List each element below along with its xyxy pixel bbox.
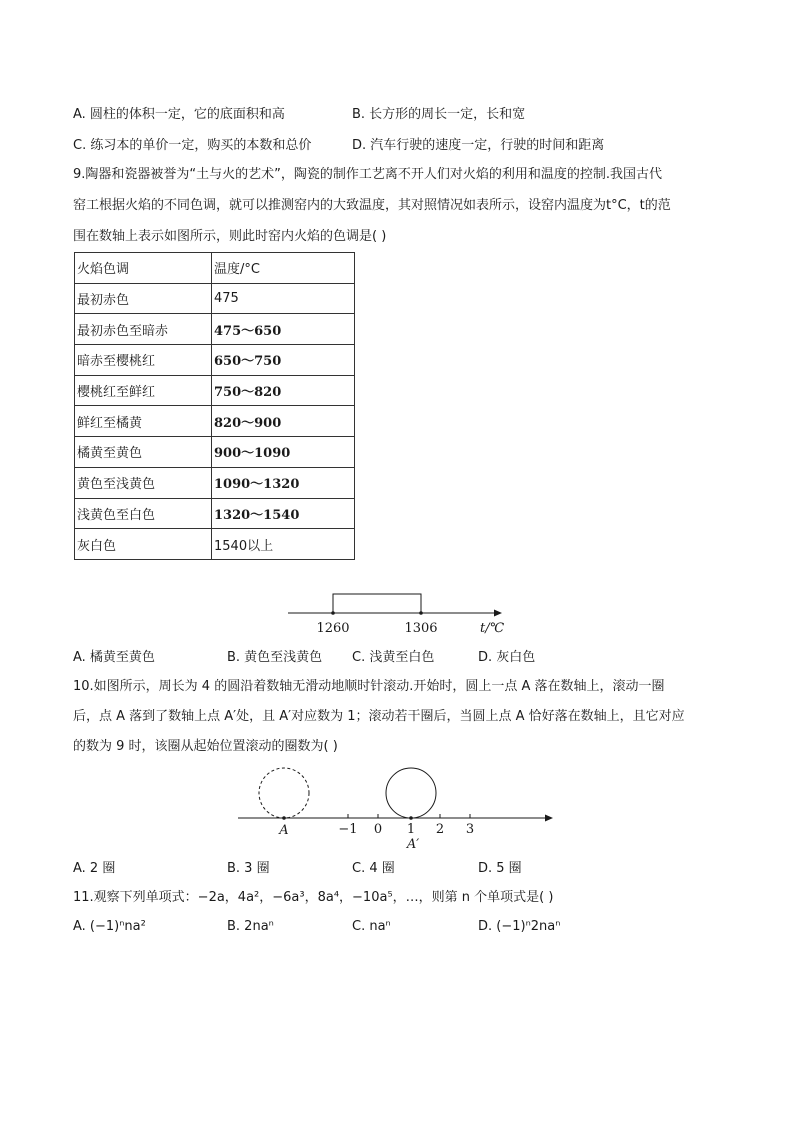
- table-row: [75, 314, 355, 345]
- q9-label-1260: 1260: [316, 621, 350, 636]
- table-cell: 900～1090: [212, 437, 355, 468]
- table-cell: 灰白色: [75, 529, 212, 560]
- q10-option-a: A. 2 圈: [73, 861, 116, 876]
- q9-label-1306: 1306: [404, 621, 438, 636]
- q11-option-b: B. 2naⁿ: [227, 919, 274, 934]
- q10-stem-line-2: 后，点 A 落到了数轴上点 A′处，且 A′对应数为 1；滚动若干圈后，当圆上点 A 恰好落在数轴上，且它对应: [73, 709, 685, 724]
- table-row: [75, 283, 355, 314]
- q9-stem-line-1: 9.陶器和瓷器被誉为“土与火的艺术”，陶瓷的制作工艺离不开人们对火焰的利用和温度的控制.我国古代: [73, 167, 663, 182]
- q9-stem-line-3: 围在数轴上表示如图所示，则此时窑内火焰的色调是( ): [73, 229, 387, 244]
- q8-option-a: A. 圆柱的体积一定，它的底面积和高: [73, 107, 285, 122]
- q8-option-d: D. 汽车行驶的速度一定，行驶的时间和距离: [352, 138, 605, 153]
- q10-stem-line-1: 10.如图所示，周长为 4 的圆沿着数轴无滑动地顺时针滚动.开始时，圆上一点 A 落在数轴上，滚动一圈: [73, 679, 665, 694]
- q10-label-1: 1: [406, 822, 416, 837]
- table-row: [75, 467, 355, 498]
- q10-axis-arrow: [545, 815, 553, 822]
- q10-label-m1: −1: [338, 822, 358, 837]
- q11-option-c: C. naⁿ: [352, 919, 391, 934]
- table-cell: 1320～1540: [212, 498, 355, 529]
- q9-axis-unit: t/℃: [480, 621, 505, 636]
- flame-temperature-table: [74, 252, 355, 560]
- table-cell: 1090～1320: [212, 467, 355, 498]
- table-cell: 橘黄至黄色: [75, 437, 212, 468]
- table-cell: 最初赤色: [75, 283, 212, 314]
- table-cell: 475: [212, 283, 355, 314]
- q9-option-b: B. 黄色至浅黄色: [227, 650, 323, 665]
- q11-option-d: D. (−1)ⁿ2naⁿ: [478, 919, 561, 934]
- table-row: [75, 406, 355, 437]
- q10-option-b: B. 3 圈: [227, 861, 270, 876]
- q10-start-circle: [259, 768, 309, 818]
- table-header-row: [75, 253, 355, 284]
- q9-option-c: C. 浅黄至白色: [352, 650, 435, 665]
- table-cell: 650～750: [212, 345, 355, 376]
- q8-option-c: C. 练习本的单价一定，购买的本数和总价: [73, 138, 312, 153]
- q10-option-c: C. 4 圈: [352, 861, 395, 876]
- table-cell: 750～820: [212, 375, 355, 406]
- q10-label-0: 0: [373, 822, 383, 837]
- table-header-cell: 火焰色调: [75, 253, 212, 284]
- q9-point-1306: [419, 611, 423, 615]
- table-cell: 樱桃红至鲜红: [75, 375, 212, 406]
- q10-label-2: 2: [435, 822, 445, 837]
- table-cell: 鲜红至橘黄: [75, 406, 212, 437]
- q9-point-1260: [331, 611, 335, 615]
- q9-stem-line-2: 窑工根据火焰的不同色调，就可以推测窑内的大致温度，其对照情况如表所示，设窑内温度为t°C，t的范: [73, 198, 671, 213]
- q11-stem: 11.观察下列单项式：−2a，4a²，−6a³，8a⁴，−10a⁵，…，则第 n 个单项式是( ): [73, 890, 554, 905]
- q9-axis-arrow: [494, 610, 502, 617]
- table-cell: 820～900: [212, 406, 355, 437]
- table-cell: 1540以上: [212, 529, 355, 560]
- table-cell: 浅黄色至白色: [75, 498, 212, 529]
- q10-label-3: 3: [465, 822, 475, 837]
- table-cell: 暗赤至樱桃红: [75, 345, 212, 376]
- q8-option-b: B. 长方形的周长一定，长和宽: [352, 107, 526, 122]
- q9-range-bracket: [333, 594, 421, 613]
- table-header-cell: 温度/°C: [212, 253, 355, 284]
- table-row: [75, 345, 355, 376]
- q10-point-aprime: [409, 816, 413, 820]
- q10-end-circle: [386, 768, 436, 818]
- q11-option-a: A. (−1)ⁿna²: [73, 919, 146, 934]
- table-cell: 黄色至浅黄色: [75, 467, 212, 498]
- q9-option-d: D. 灰白色: [478, 650, 536, 665]
- table-cell: 最初赤色至暗赤: [75, 314, 212, 345]
- table-row: [75, 529, 355, 560]
- table-row: [75, 437, 355, 468]
- q10-label-a: A: [279, 823, 289, 838]
- q10-option-d: D. 5 圈: [478, 861, 522, 876]
- table-row: [75, 375, 355, 406]
- q9-option-a: A. 橘黄至黄色: [73, 650, 155, 665]
- q10-label-aprime: A′: [406, 837, 420, 852]
- q10-stem-line-3: 的数为 9 时，该圈从起始位置滚动的圈数为( ): [73, 739, 338, 754]
- q10-point-a: [282, 816, 286, 820]
- table-row: [75, 498, 355, 529]
- table-cell: 475～650: [212, 314, 355, 345]
